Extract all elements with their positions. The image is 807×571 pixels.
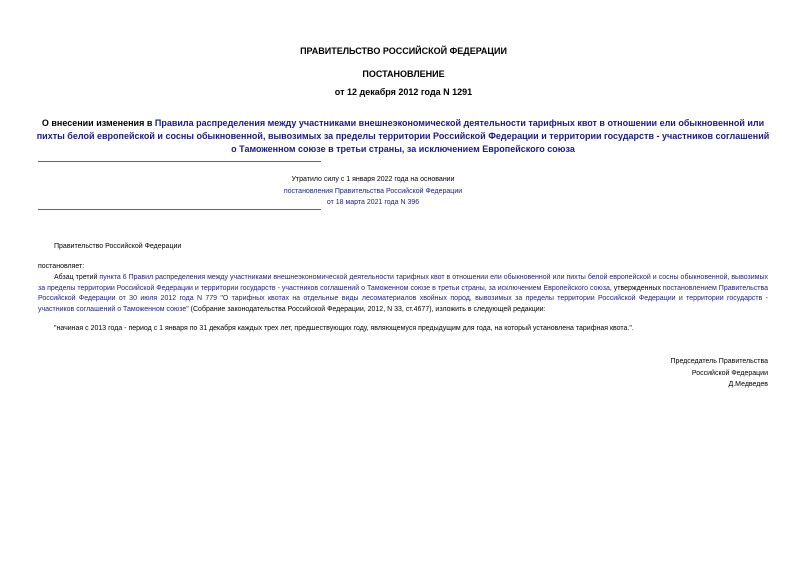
main-paragraph <box>38 273 768 315</box>
government-heading: ПРАВИТЕЛЬСТВО РОССИЙСКОЙ ФЕДЕРАЦИИ <box>300 46 507 56</box>
document-title <box>36 117 770 156</box>
signature-country: Российской Федерации <box>691 369 768 377</box>
lost-force-link-decree[interactable]: постановления Правительства Российской Федерации <box>283 187 463 195</box>
para-end: (Собрание законодательства Российской Федерации, 2012, N 33, ст.4677), изложить в следующей редакции: <box>188 305 546 313</box>
para-mid: , утвержденных <box>609 284 663 292</box>
title-prefix: О внесении изменения в <box>41 118 155 128</box>
signature-block <box>671 356 768 391</box>
lost-force-note <box>180 174 566 209</box>
title-rules-link[interactable]: Правила распределения между участниками внешнеэкономической деятельности тарифных квот в отношении ели обыкновенной или пихты белой европейской и сосны обыкновенной, вывозимых за пределы территории Российской Федерации и территории государств - участников соглашений о Таможенном союзе в третьи страны, за исключением Европейского союза <box>36 118 770 154</box>
signature-name: Д.Медведев <box>728 381 768 388</box>
document-date-number: от 12 декабря 2012 года N 1291 <box>334 87 473 97</box>
signature-title: Председатель Правительства <box>670 358 768 365</box>
lost-force-link-date[interactable]: от 18 марта 2021 года N 396 <box>326 199 420 206</box>
divider-top <box>38 161 321 162</box>
resolves-line: постановляет: <box>38 263 85 270</box>
lost-force-text: Утратило силу с 1 января 2022 года на основании <box>291 176 455 183</box>
para-rules-link[interactable]: пункта 6 Правил распределения между участниками внешнеэкономической деятельности тарифных квот в отношении ели обыкновенной или пихты белой европейской и сосны обыкновенной, вывозимых за пределы территории Российской Федерации и территории государств - участников соглашений о Таможенном союзе в третьи страны, за исключением Европейского союза <box>38 274 768 292</box>
para-start: Абзац третий <box>54 274 100 281</box>
divider-bottom <box>38 209 321 210</box>
para-decree-link[interactable]: постановлением Правительства Российской Федерации от 30 июля 2012 года N 779 "О тарифных квотах на отдельные виды лесоматериалов хвойных пород, вывозимых за пределы территории Российской Федерации и территории государств - участников соглашений о Таможенном союзе" <box>38 284 768 313</box>
government-line: Правительство Российской Федерации <box>54 243 182 250</box>
new-wording-quote: "начиная с 2013 года - период с 1 января по 31 декабря каждых трех лет, предшествующих году, являющемуся предыдущим для года, на который установлена тарифная квота.". <box>54 325 634 332</box>
document-type: ПОСТАНОВЛЕНИЕ <box>362 69 445 79</box>
